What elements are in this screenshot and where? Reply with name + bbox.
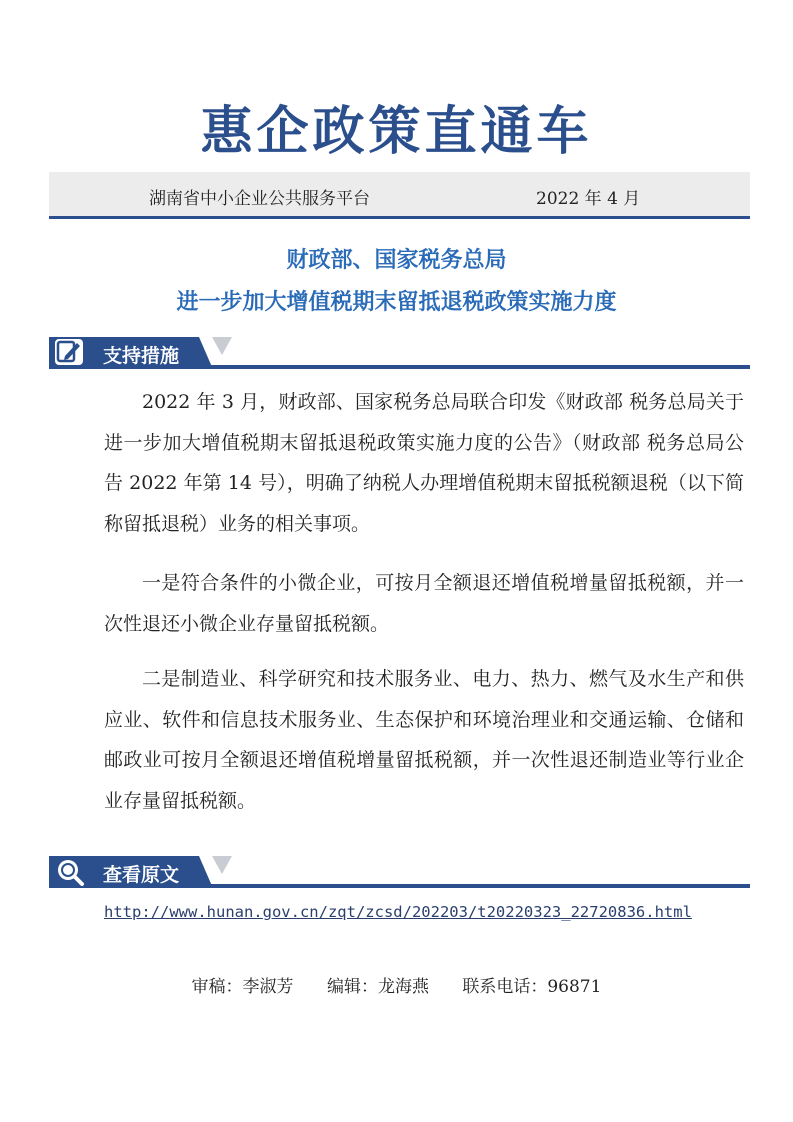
publish-date: 2022 年 4 月 [536, 189, 641, 209]
section-tab-accent [212, 337, 232, 355]
section-header-support [49, 337, 750, 371]
article-subtitle-line2: 进一步加大增值税期末留抵退税政策实施力度 [176, 290, 617, 315]
original-url-link[interactable]: http://www.hunan.gov.cn/zqt/zcsd/202203/t20220323_22720836.html [104, 903, 692, 921]
reviewer: 审稿：李淑芳 [191, 977, 294, 997]
section-label-support: 支持措施 [103, 345, 180, 367]
section-tab-accent [212, 856, 232, 874]
pen-edit-icon [55, 339, 83, 365]
article-subtitle-line1: 财政部、国家税务总局 [286, 248, 507, 273]
paragraph-intro: 2022 年 3 月，财政部、国家税务总局联合印发《财政部 税务总局关于进一步加大增值税期末留抵退税政策实施力度的公告》（财政部 税务总局公告 2022 年第 14 号），明确了纳税人办理增值税期末留抵税额退税（以下简称留抵退税）业务的相关事项。 [104, 391, 744, 535]
contact-phone: 联系电话：96871 [462, 977, 602, 997]
section-header-original [49, 856, 750, 890]
page-title: 惠企政策直通车 [200, 101, 593, 162]
organization-name: 湖南省中小企业公共服务平台 [149, 189, 370, 209]
editor: 编辑：龙海燕 [326, 977, 429, 997]
paragraph-point-1: 一是符合条件的小微企业，可按月全额退还增值税增量留抵税额，并一次性退还小微企业存量留抵税额。 [104, 572, 744, 635]
meta-bar [49, 172, 750, 219]
footer-credits [0, 972, 793, 997]
section-label-original: 查看原文 [103, 864, 180, 886]
paragraph-point-2: 二是制造业、科学研究和技术服务业、电力、热力、燃气及水生产和供应业、软件和信息技术服务业、生态保护和环境治理业和交通运输、仓储和邮政业可按月全额退还增值税增量留抵税额，并一次性退还制造业等行业企业存量留抵税额。 [104, 668, 744, 812]
search-icon [55, 858, 83, 884]
